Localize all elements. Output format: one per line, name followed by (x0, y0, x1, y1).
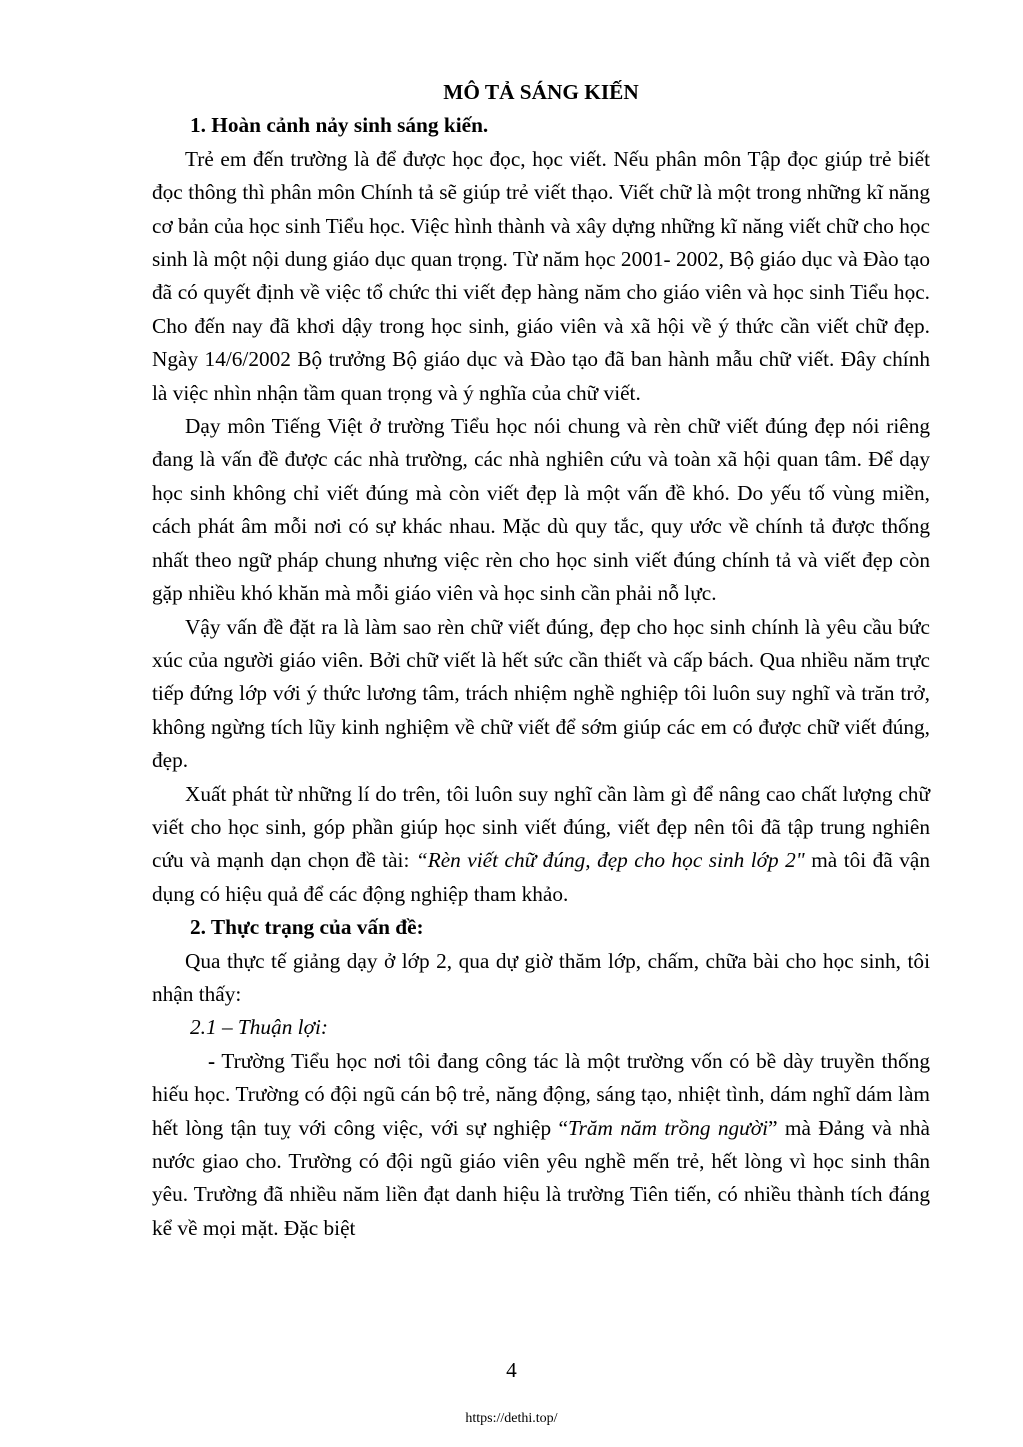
document-title: MÔ TẢ SÁNG KIẾN (443, 80, 639, 104)
bullet-quote: Trăm năm trồng người (567, 1115, 769, 1140)
paragraph-4-topic: “Rèn viết chữ đúng, đẹp cho học sinh lớp 2" (415, 848, 805, 873)
paragraph-5: Qua thực tế giảng dạy ở lớp 2, qua dự giờ thăm lớp, chấm, chữa bài cho học sinh, tôi nhận thấy: (152, 948, 930, 1006)
bullet-paragraph (152, 1045, 930, 1245)
subsection-heading: 2.1 – Thuận lợi: (190, 1015, 328, 1040)
paragraph-3: Vậy vấn đề đặt ra là làm sao rèn chữ viết đúng, đẹp cho học sinh chính là yêu cầu bức xúc của người giáo viên. Bởi chữ viết là hết sức cần thiết và cấp bách. Qua nhiều năm trực tiếp đứng lớp với ý thức lương tâm, trách nhiệm nghề nghiệp tôi luôn suy nghĩ và trăn trở, không ngừng tích lũy kinh nghiệm về chữ viết để sớm giúp các em có được chữ viết đúng, đẹp. (152, 614, 930, 773)
section-heading-2: 2. Thực trạng của vấn đề: (190, 915, 424, 940)
page-number: 4 (506, 1358, 517, 1382)
paragraph-4-end: mà tôi đã vận dụng có hiệu quả để các động nghiệp tham khảo. (152, 848, 930, 906)
bullet-end: ” mà Đảng và nhà nước giao cho. Trường có đội ngũ giáo viên yêu nghề mến trẻ, hết lòng vì học sinh thân yêu. Trường đã nhiều năm liền đạt danh hiệu là trường Tiên tiến, có nhiều thành tích đáng kể về mọi mặt. Đặc biệt (152, 1115, 931, 1240)
paragraph-4-start: Xuất phát từ những lí do trên, tôi luôn suy nghĩ cần làm gì để nâng cao chất lượng chữ viết cho học sinh, góp phần giúp học sinh viết đúng, viết đẹp nên tôi đã tập trung nghiên cứu và mạnh dạn chọn đề tài: (152, 781, 930, 873)
bullet-start: Trường Tiểu học nơi tôi đang công tác là một trường vốn có bề dày truyền thống hiếu học. Trường có đội ngũ cán bộ trẻ, năng động, sáng tạo, nhiệt tình, dám nghĩ dám làm hết lòng tận tuỵ với công việc, với sự nghiệp “ (152, 1048, 930, 1140)
footer-url[interactable]: https://dethi.top/ (465, 1411, 558, 1426)
section-heading-1: 1. Hoàn cảnh nảy sinh sáng kiến. (190, 113, 489, 138)
paragraph-1: Trẻ em đến trường là để được học đọc, học viết. Nếu phân môn Tập đọc giúp trẻ biết đọc thông thì phân môn Chính tả sẽ giúp trẻ viết thạo. Viết chữ là một trong những kĩ năng cơ bản của học sinh Tiểu học. Việc hình thành và xây dựng những kĩ năng viết chữ cho học sinh là một nội dung giáo dục quan trọng. Từ năm học 2001- 2002, Bộ giáo dục và Đào tạo đã có quyết định về việc tổ chức thi viết đẹp hàng năm cho giáo viên và học sinh Tiểu học. Cho đến nay đã khơi dậy trong học sinh, giáo viên và xã hội về ý thức cần viết chữ đẹp. Ngày 14/6/2002 Bộ trưởng Bộ giáo dục và Đào tạo đã ban hành mẫu chữ viết. Đây chính là việc nhìn nhận tầm quan trọng và ý nghĩa của chữ viết. (152, 146, 930, 405)
bullet-dash: - (208, 1048, 216, 1073)
paragraph-4 (152, 778, 930, 912)
document-body (152, 76, 930, 1245)
paragraph-2: Dạy môn Tiếng Việt ở trường Tiểu học nói chung và rèn chữ viết đúng đẹp nói riêng đang là vấn đề được các nhà trường, các nhà nghiên cứu và toàn xã hội quan tâm. Để dạy học sinh không chỉ viết đúng mà còn viết đẹp là một vấn đề khó. Do yếu tố vùng miền, cách phát âm mỗi nơi có sự khác nhau. Mặc dù quy tắc, quy ước về chính tả được thống nhất theo ngữ pháp chung nhưng việc rèn cho học sinh viết đúng chính tả và viết đẹp còn gặp nhiều khó khăn mà mỗi giáo viên và học sinh cần phải nỗ lực. (152, 414, 930, 606)
